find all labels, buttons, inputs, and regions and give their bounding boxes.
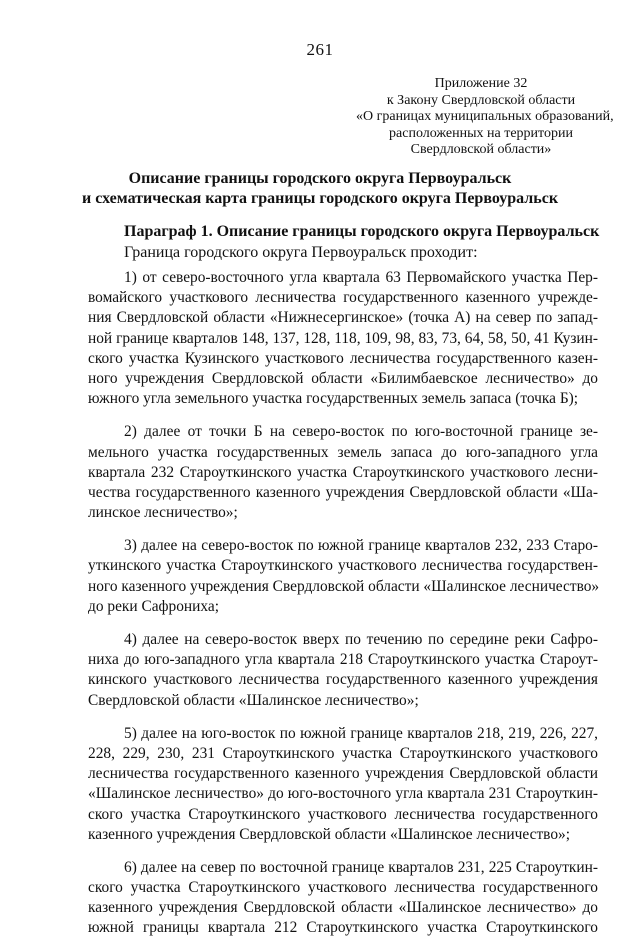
text-line: лесничества государственного казенного учреждения Свердловской области <box>88 765 598 783</box>
text-line: квартала 232 Староуткинского участка Староуткинского участкового лесни- <box>88 463 598 481</box>
text-line: 4) далее на северо-восток вверх по течению по середине реки Сафро- <box>124 631 598 648</box>
text-line: кинского участкового лесничества государственного казенного учреждения <box>88 671 598 689</box>
boundary-description <box>88 268 598 952</box>
text-line: линское лесничество»; <box>88 504 238 522</box>
text-line: казенного учреждения Свердловской области «Шалинское лесничество»; <box>88 825 571 843</box>
document-title-line: Описание границы городского округа Первоуральск <box>128 170 512 187</box>
text-line: 3) далее на северо-восток по южной границе кварталов 232, 233 Старо- <box>124 537 598 555</box>
text-line: уткинского участка Староуткинского участкового лесничества государствен- <box>88 557 598 575</box>
boundary-item <box>88 268 598 409</box>
boundary-item <box>88 858 598 939</box>
appendix-line: расположенных на территории <box>389 125 573 141</box>
text-line: 2) далее от точки Б на северо-восток по юго-восточной границе зе- <box>124 423 598 441</box>
text-line: «Шалинское лесничество» до юго-восточного угла квартала 231 Староуткин- <box>88 785 598 803</box>
text-line: до реки Сафрониха; <box>88 597 219 615</box>
text-line: 5) далее на юго-восток по южной границе кварталов 218, 219, 226, 227, <box>124 724 598 742</box>
appendix-line: к Закону Свердловской области <box>386 92 576 108</box>
text-line: южного угла земельного участка государственных земель запаса (точка Б); <box>88 390 579 408</box>
boundary-item <box>88 422 598 523</box>
text-line: ского участка Староуткинского участкового лесничества государственного <box>88 879 598 897</box>
appendix-line: Приложение 32 <box>434 76 528 91</box>
text-line: казенного учреждения Свердловской области «Шалинское лесничество» до <box>88 899 598 917</box>
page-number: 261 <box>306 40 334 59</box>
text-line: ной границе кварталов 148, 137, 128, 118, 109, 98, 83, 73, 64, 58, 50, 41 Кузин- <box>88 329 598 347</box>
text-line: ного учреждения Свердловской области «Билимбаевское лесничество» до <box>88 369 598 387</box>
text-line: чества государственного казенного учреждения Свердловской области «Ша- <box>88 483 598 501</box>
section-intro: Граница городского округа Первоуральск проходит: <box>124 244 478 261</box>
text-line: ского участка Староуткинского участкового лесничества государственного <box>88 805 598 823</box>
text-line: вомайского участкового лесничества государственного казенного учрежде- <box>88 289 598 307</box>
text-line: Свердловской области «Шалинское лесничество»; <box>88 691 419 709</box>
appendix-reference <box>356 76 614 159</box>
boundary-item <box>88 724 598 845</box>
boundary-item <box>88 630 598 711</box>
text-line: 1) от северо-восточного угла квартала 63 Первомайского участка Пер- <box>124 269 598 286</box>
appendix-line: «О границах муниципальных образований, <box>356 109 614 124</box>
text-line: 228, 229, 230, 231 Староуткинского участка Староуткинского участкового <box>88 744 598 762</box>
text-line: ниха до юго-западного угла квартала 218 Староуткинского участка Староут- <box>88 651 598 669</box>
text-line: ния Свердловской области «Нижнесергинское» (точка А) на север по запад- <box>88 309 598 327</box>
section-heading: Параграф 1. Описание границы городского округа Первоуральск <box>124 223 600 240</box>
text-line: мельного участка государственных земель запаса до юго-западного угла <box>88 443 598 461</box>
document-title-line: и схематическая карта границы городского округа Первоуральск <box>81 190 559 207</box>
text-line: ского участка Кузинского участкового лесничества государственного казен- <box>88 349 598 367</box>
document-title <box>60 169 580 209</box>
text-line: ного казенного учреждения Свердловской области «Шалинское лесничество» <box>88 577 600 595</box>
text-line: южной границы квартала 212 Староуткинского участка Староуткинского <box>88 919 598 937</box>
text-line: 6) далее на север по восточной границе кварталов 231, 225 Староуткин- <box>124 858 598 876</box>
boundary-item <box>88 536 598 617</box>
appendix-line: Свердловской области» <box>410 142 552 157</box>
